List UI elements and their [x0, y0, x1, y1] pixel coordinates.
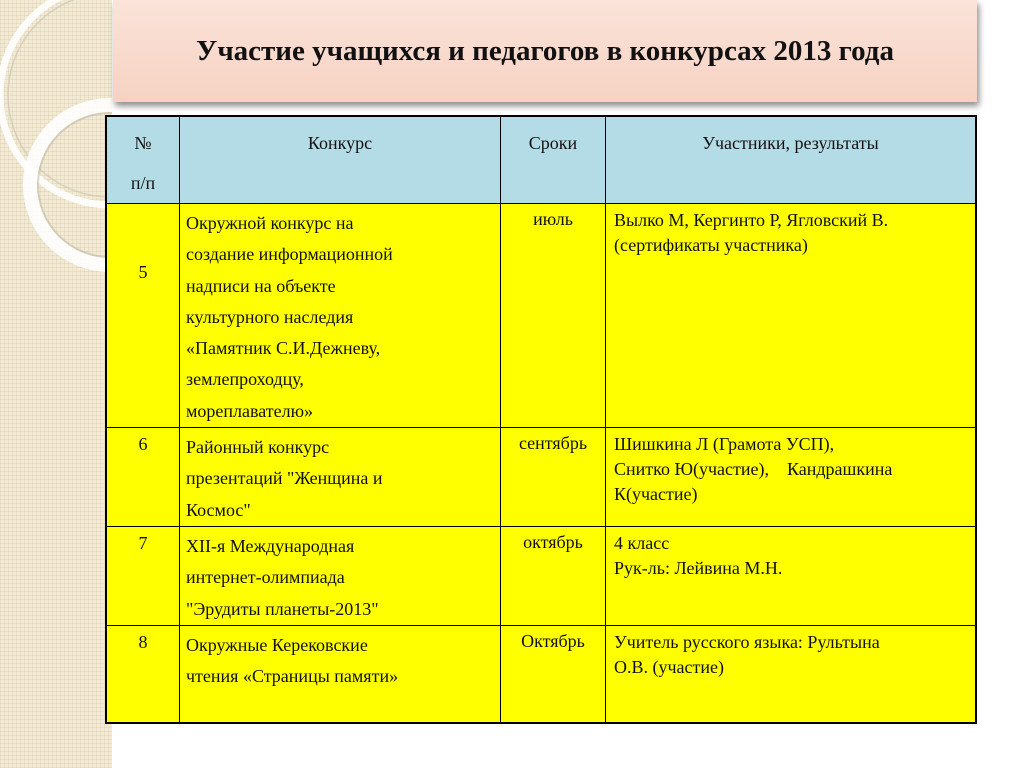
header-contest: Конкурс [180, 117, 501, 204]
table-row [107, 428, 976, 527]
contest-line: Окружной конкурс на [186, 213, 354, 233]
table-row [107, 526, 976, 625]
result-line: Вылко М, Кергинто Р, Ягловский В. [614, 210, 889, 230]
contest-results [606, 428, 976, 527]
contest-line: Районный конкурс [186, 437, 330, 458]
contest-term: июль [501, 204, 606, 428]
table-row [107, 204, 976, 428]
result-line: Рук-ль: Лейвина М.Н. [614, 557, 783, 578]
contest-line: "Эрудиты планеты-2013" [186, 598, 379, 619]
contest-line: XII-я Международная [186, 535, 355, 556]
result-line: О.В. (участие) [614, 656, 725, 677]
contest-term: Октябрь [501, 625, 606, 722]
contest-line: культурного наследия [186, 306, 354, 327]
contest-line: презентаций "Женщина и [186, 468, 383, 489]
result-line: (сертификаты участника) [614, 235, 808, 255]
header-participants: Участники, результаты [606, 117, 976, 204]
contest-results [606, 625, 976, 722]
contest-results [606, 526, 976, 625]
result-line: Шишкина Л (Грамота УСП), [614, 434, 835, 455]
result-line: К(участие) [614, 484, 698, 505]
contest-term: октябрь [501, 526, 606, 625]
result-line: Учитель русского языка: Рультына [614, 631, 880, 652]
header-term: Сроки [501, 117, 606, 204]
row-number: 6 [107, 428, 180, 527]
decorative-circles [0, 0, 112, 330]
contest-term: сентябрь [501, 428, 606, 527]
contest-line: чтения «Страницы памяти» [186, 666, 399, 687]
contest-line: Окружные Керековские [186, 634, 368, 655]
contests-table [106, 116, 976, 723]
contest-line: «Памятник С.И.Дежневу, [186, 338, 381, 359]
contest-line: Космос" [186, 499, 251, 520]
contest-line: надписи на объекте [186, 275, 336, 296]
result-line: 4 класс [614, 532, 670, 553]
contest-line: землепроходцу, [186, 369, 304, 390]
row-number: 8 [107, 625, 180, 722]
contest-line: интернет-олимпиада [186, 567, 345, 588]
contest-results [606, 204, 976, 428]
contest-line: мореплавателю» [186, 400, 314, 421]
contest-name [180, 625, 501, 722]
contest-name [180, 526, 501, 625]
contest-line: создание информационной [186, 244, 393, 265]
table-row [107, 625, 976, 722]
header-number-abbr: п/п [130, 173, 156, 193]
title-banner [113, 0, 977, 102]
contest-name [180, 428, 501, 527]
header-number [107, 117, 180, 204]
contest-name [180, 204, 501, 428]
result-line: Снитко Ю(участие), Кандрашкина [614, 459, 893, 480]
table-header-row [107, 117, 976, 204]
header-number-symbol: № [134, 133, 152, 153]
page-title: Участие учащихся и педагогов в конкурсах 2013 года [196, 34, 894, 67]
row-number: 7 [107, 526, 180, 625]
row-number: 5 [107, 204, 180, 428]
